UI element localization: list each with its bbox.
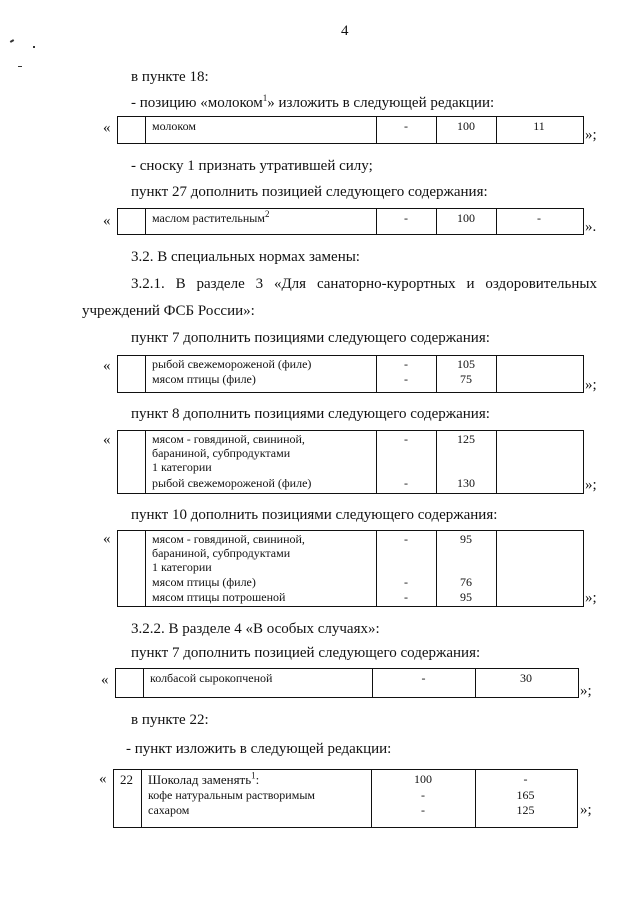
quote-open: « xyxy=(101,672,109,688)
table-cell: кофе натуральным растворимым xyxy=(148,788,315,802)
table-divider xyxy=(145,356,146,392)
cell-text: : xyxy=(255,772,260,787)
table-divider xyxy=(376,431,377,493)
table-cell: - xyxy=(404,575,408,589)
paragraph: пункт 8 дополнить позициями следующего содержания: xyxy=(131,406,490,422)
table-cell: - xyxy=(404,590,408,604)
table-cell: 95 xyxy=(460,532,472,546)
table-cell: 30 xyxy=(520,671,532,685)
table-divider xyxy=(143,669,144,697)
table-3 xyxy=(117,355,584,393)
scan-speck xyxy=(18,66,22,67)
paragraph: в пункте 18: xyxy=(131,69,209,85)
quote-close: »; xyxy=(585,127,597,143)
word: и xyxy=(466,276,475,292)
table-cell: - xyxy=(404,372,408,386)
paragraph: 3.2.2. В разделе 4 «В особых случаях»: xyxy=(131,621,380,637)
table-cell: 100 xyxy=(457,211,475,225)
table-cell: - xyxy=(404,432,408,446)
table-cell: - xyxy=(404,119,408,133)
footnote-ref: 2 xyxy=(264,209,270,219)
table-cell: 22 xyxy=(120,772,133,787)
table-cell: мясом птицы (филе) xyxy=(152,575,256,589)
table-cell: - xyxy=(537,211,541,225)
table-cell: бараниной, субпродуктами xyxy=(152,446,291,460)
text-fragment: » изложить в следующей редакции: xyxy=(267,95,495,111)
table-divider xyxy=(145,431,146,493)
table-divider xyxy=(141,770,142,827)
quote-close: »; xyxy=(580,802,592,818)
table-divider xyxy=(145,209,146,234)
table-cell: - xyxy=(404,476,408,490)
table-2 xyxy=(117,208,584,235)
paragraph: в пункте 22: xyxy=(131,712,209,728)
table-cell: рыбой свежемороженой (филе) xyxy=(152,357,312,371)
text-fragment: - позицию «молоком xyxy=(131,95,263,111)
paragraph: - сноску 1 признать утратившей силу; xyxy=(131,158,373,174)
table-cell: сахаром xyxy=(148,803,190,817)
paragraph xyxy=(131,94,494,112)
word: разделе xyxy=(196,276,245,292)
table-cell: 125 xyxy=(516,803,535,817)
table-divider xyxy=(376,209,377,234)
paragraph: пункт 7 дополнить позицией следующего содержания: xyxy=(131,645,481,661)
paragraph: пункт 7 дополнить позициями следующего содержания: xyxy=(131,330,490,346)
quote-open: « xyxy=(99,771,107,787)
table-cell: 11 xyxy=(533,119,545,133)
quote-open: « xyxy=(103,213,111,229)
word: оздоровительных xyxy=(485,276,597,292)
quote-close: »; xyxy=(585,590,597,606)
word: В xyxy=(175,276,186,292)
quote-open: « xyxy=(103,531,111,547)
table-divider xyxy=(376,117,377,143)
table-cell: колбасой сырокопченой xyxy=(150,671,273,685)
table-cell: 165 xyxy=(516,788,535,802)
table-4 xyxy=(117,430,584,494)
table-5 xyxy=(117,530,584,607)
quote-close: »; xyxy=(580,683,592,699)
table-cell: - xyxy=(404,532,408,546)
quote-open: « xyxy=(103,358,111,374)
table-cell: 1 категории xyxy=(152,560,212,574)
table-cell: молоком xyxy=(152,119,197,133)
table-divider xyxy=(145,117,146,143)
table-cell: 105 xyxy=(457,357,475,371)
table-1 xyxy=(117,116,584,144)
table-7 xyxy=(113,769,578,828)
quote-close: »; xyxy=(585,377,597,393)
quote-close: ». xyxy=(585,219,597,235)
table-cell xyxy=(148,770,260,787)
table-divider xyxy=(496,356,497,392)
table-cell: мясом - говядиной, свининой, xyxy=(152,532,305,546)
table-cell: 75 xyxy=(460,372,472,386)
cell-text: Шоколад заменять xyxy=(148,772,252,787)
table-divider xyxy=(145,531,146,606)
paragraph: - пункт изложить в следующей редакции: xyxy=(126,741,392,757)
table-6 xyxy=(115,668,579,698)
table-cell: 95 xyxy=(460,590,472,604)
table-divider xyxy=(496,431,497,493)
table-cell: 100 xyxy=(414,772,432,786)
table-divider xyxy=(496,531,497,606)
word: «Для xyxy=(273,276,307,292)
table-cell: - xyxy=(421,788,425,802)
table-cell: мясом птицы потрошеной xyxy=(152,590,286,604)
table-cell: - xyxy=(421,803,425,817)
paragraph: учреждений ФСБ России»: xyxy=(82,303,255,319)
paragraph: пункт 27 дополнить позицией следующего содержания: xyxy=(131,184,488,200)
table-cell: - xyxy=(421,671,426,685)
table-cell: 125 xyxy=(457,432,475,446)
table-cell: бараниной, субпродуктами xyxy=(152,546,291,560)
table-cell xyxy=(152,209,270,225)
word: санаторно-курортных xyxy=(316,276,456,292)
table-cell: - xyxy=(404,357,408,371)
paragraph xyxy=(131,275,597,293)
word: 3 xyxy=(255,276,264,292)
paragraph: пункт 10 дополнить позициями следующего содержания: xyxy=(131,507,498,523)
table-cell: мясом - говядиной, свининой, xyxy=(152,432,305,446)
table-divider xyxy=(376,356,377,392)
scan-speck xyxy=(10,39,14,43)
scan-speck xyxy=(33,46,35,48)
table-divider xyxy=(376,531,377,606)
cell-text: маслом растительным xyxy=(152,211,265,225)
footnote-ref: 1 xyxy=(262,93,268,103)
table-cell: - xyxy=(523,772,528,786)
quote-open: « xyxy=(103,120,111,136)
quote-open: « xyxy=(103,432,111,448)
footnote-ref: 1 xyxy=(251,770,256,781)
quote-close: »; xyxy=(585,477,597,493)
table-cell: 100 xyxy=(457,119,475,133)
table-cell: мясом птицы (филе) xyxy=(152,372,256,386)
page-number: 4 xyxy=(341,23,349,39)
paragraph: 3.2. В специальных нормах замены: xyxy=(131,249,360,265)
table-cell: 76 xyxy=(460,575,472,589)
table-cell: 130 xyxy=(457,476,475,490)
word: 3.2.1. xyxy=(131,276,165,292)
table-cell: - xyxy=(404,211,408,225)
table-cell: рыбой свежемороженой (филе) xyxy=(152,476,312,490)
table-cell: 1 категории xyxy=(152,460,212,474)
